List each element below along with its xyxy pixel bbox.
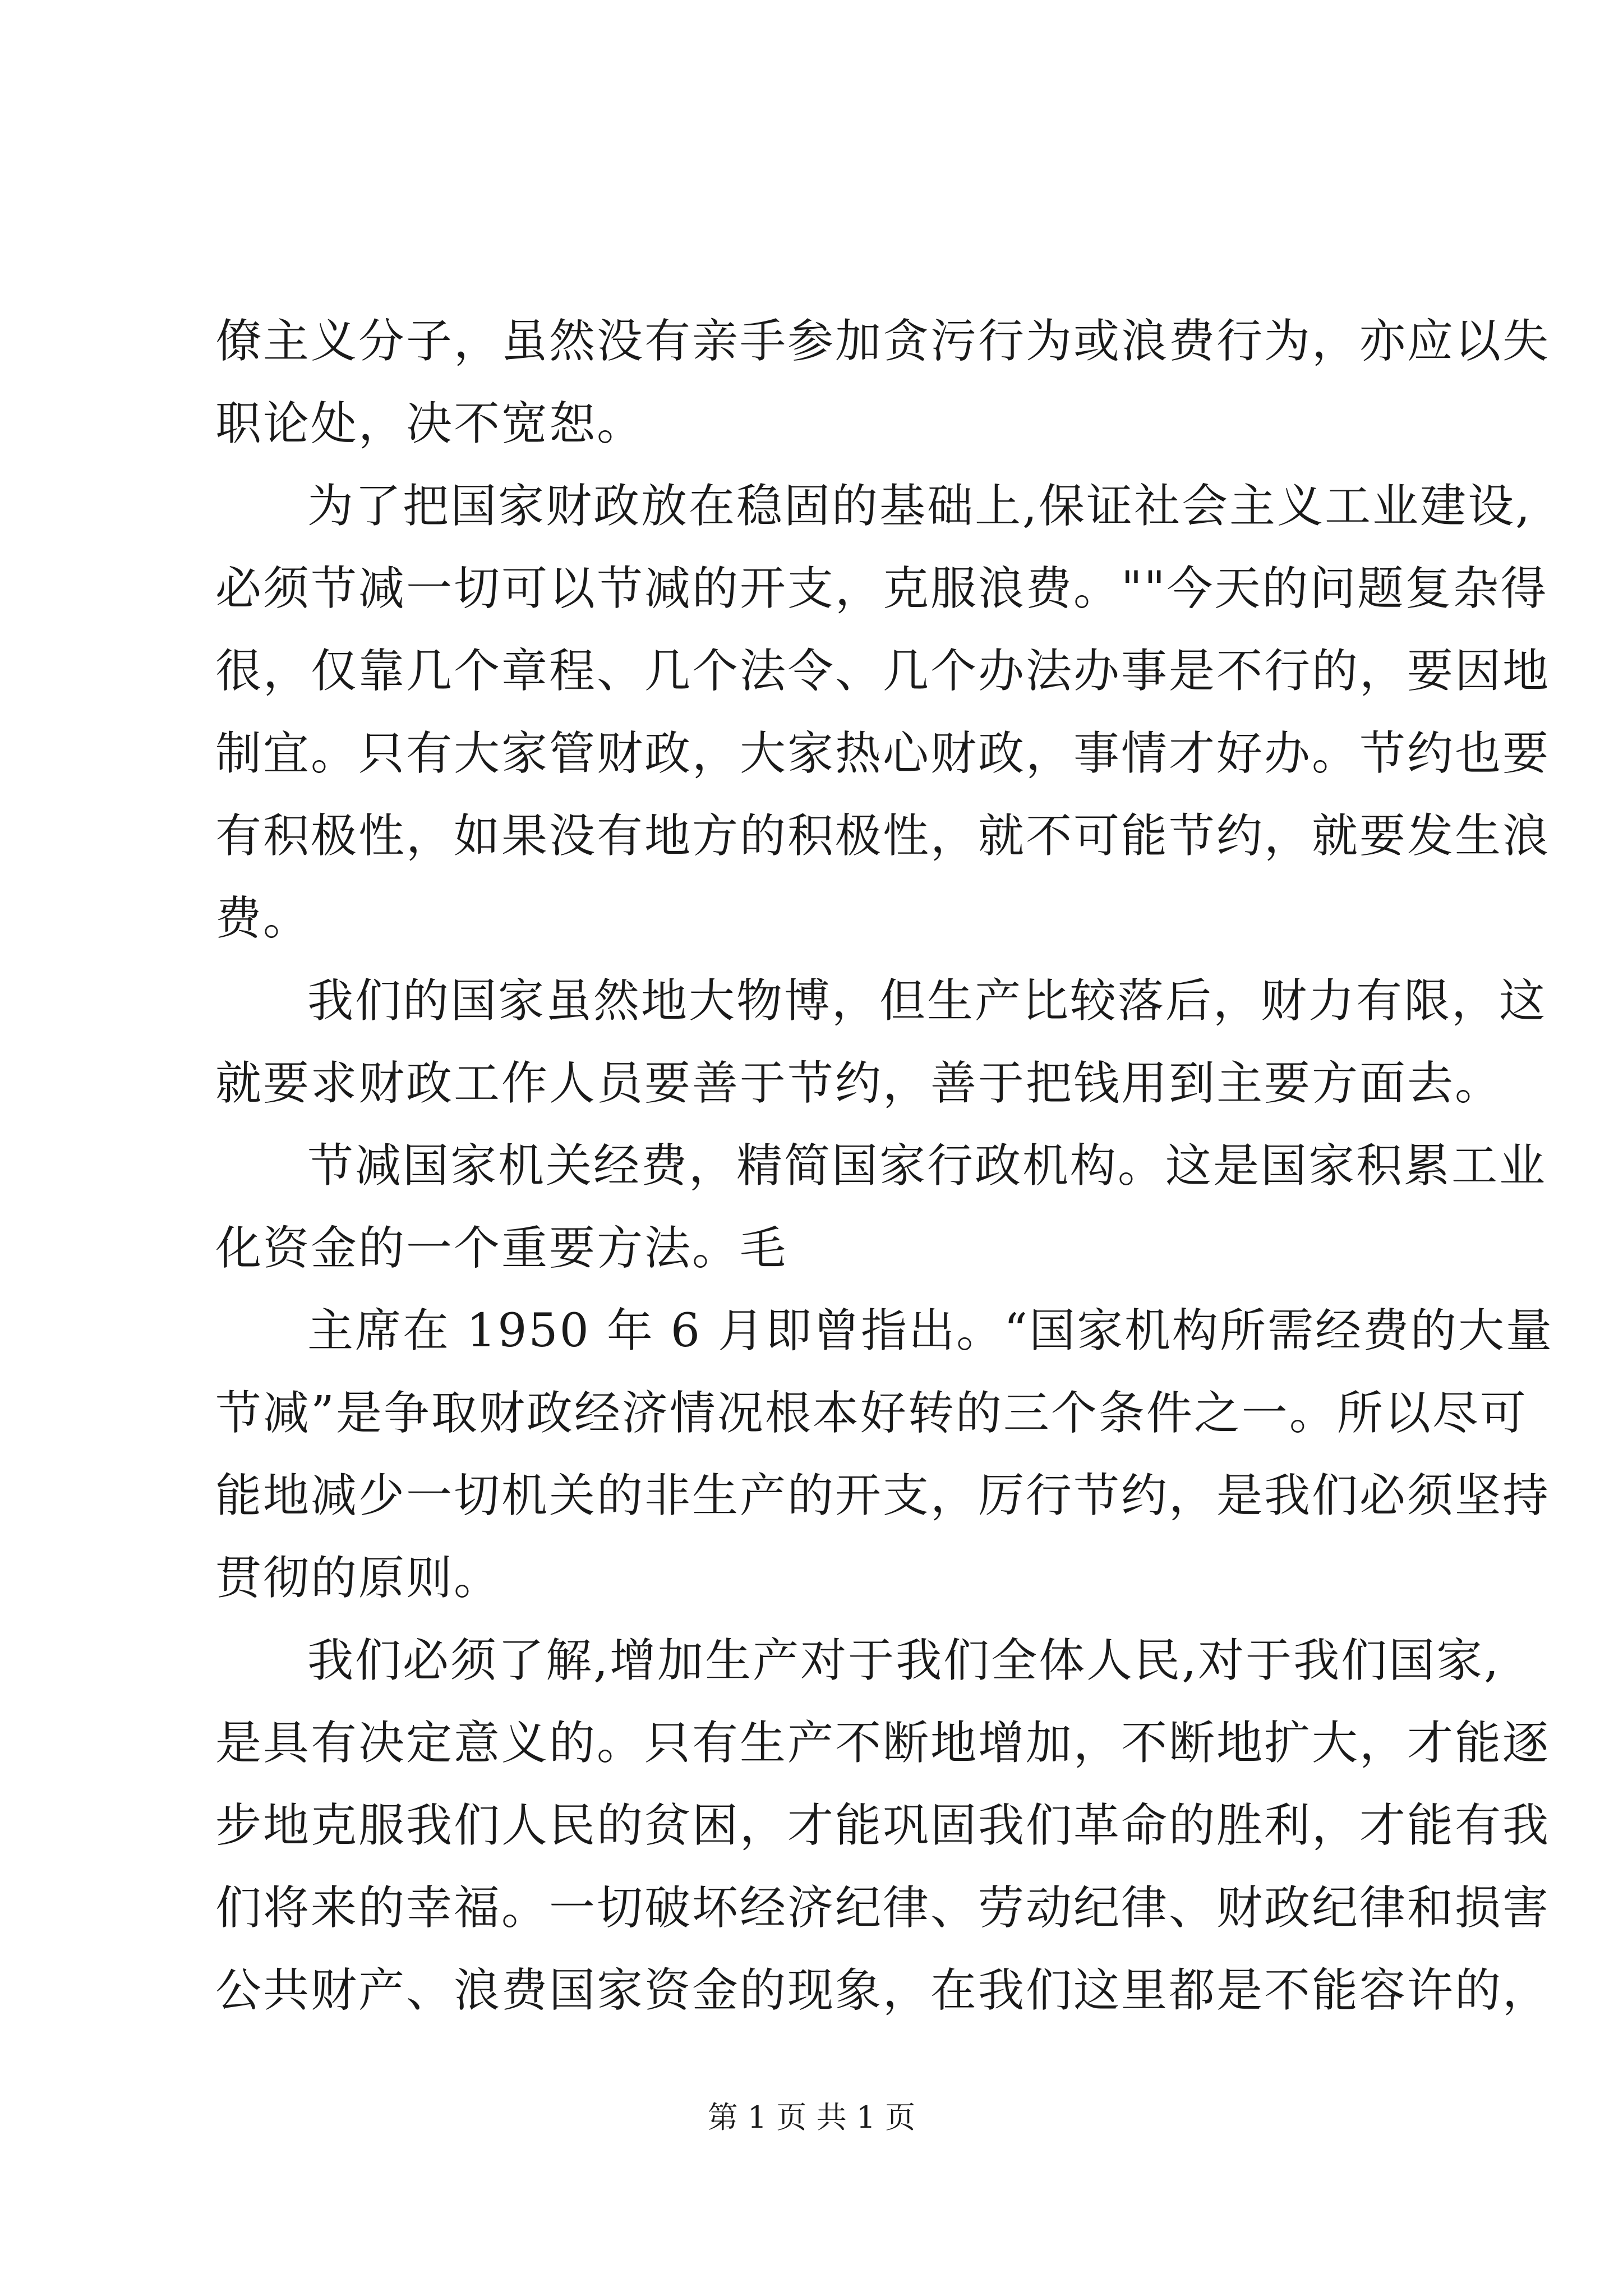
text-line: 节减”是争取财政经济情况根本好转的三个条件之一。所以尽可 xyxy=(215,1387,1528,1440)
document-body xyxy=(215,300,1554,2032)
text-line: 是具有决定意义的。只有生产不断地增加，不断地扩大，才能逐 xyxy=(215,1717,1551,1770)
text-line: 必须节减一切可以节减的开支，克服浪费。""今天的问题复杂得 xyxy=(215,562,1548,615)
text-line: 我们的国家虽然地大物博，但生产比较落后，财力有限，这 xyxy=(307,974,1547,1028)
text-line: 化资金的一个重要方法。毛 xyxy=(215,1222,788,1275)
text-line: 费。 xyxy=(215,892,311,945)
text-line: 制宜。只有大家管财政，大家热心财政，事情才好办。节约也要 xyxy=(215,727,1551,780)
text-line: 很，仅靠几个章程、几个法令、几个办法办事是不行的，要因地 xyxy=(215,645,1551,698)
text-line: 步地克服我们人民的贫困，才能巩固我们革命的胜利，才能有我 xyxy=(215,1799,1551,1852)
text-line: 职论处，决不宽恕。 xyxy=(215,397,645,450)
text-line: 有积极性，如果没有地方的积极性，就不可能节约，就要发生浪 xyxy=(215,809,1551,863)
text-line: 主席在 1950 年 6 月即曾指出。“国家机构所需经费的大量 xyxy=(307,1304,1554,1358)
text-line: 能地减少一切机关的非生产的开支，厉行节约，是我们必须坚持 xyxy=(215,1469,1551,1522)
text-line: 我们必须了解,增加生产对于我们全体人民,对于我们国家, xyxy=(307,1634,1501,1687)
text-line: 僚主义分子，虽然没有亲手参加贪污行为或浪费行为，亦应以失 xyxy=(215,315,1551,368)
text-line: 公共财产、浪费国家资金的现象，在我们这里都是不能容许的， xyxy=(215,1964,1551,2017)
text-line: 就要求财政工作人员要善于节约，善于把钱用到主要方面去。 xyxy=(215,1057,1503,1110)
text-line: 节减国家机关经费，精简国家行政机构。这是国家积累工业 xyxy=(307,1139,1547,1193)
text-line: 贯彻的原则。 xyxy=(215,1552,502,1605)
text-line: 为了把国家财政放在稳固的基础上,保证社会主义工业建设, xyxy=(307,480,1532,533)
page-footer: 第 1 页 共 1 页 xyxy=(707,2100,916,2135)
text-line: 们将来的幸福。一切破坏经济纪律、劳动纪律、财政纪律和损害 xyxy=(215,1881,1551,1935)
